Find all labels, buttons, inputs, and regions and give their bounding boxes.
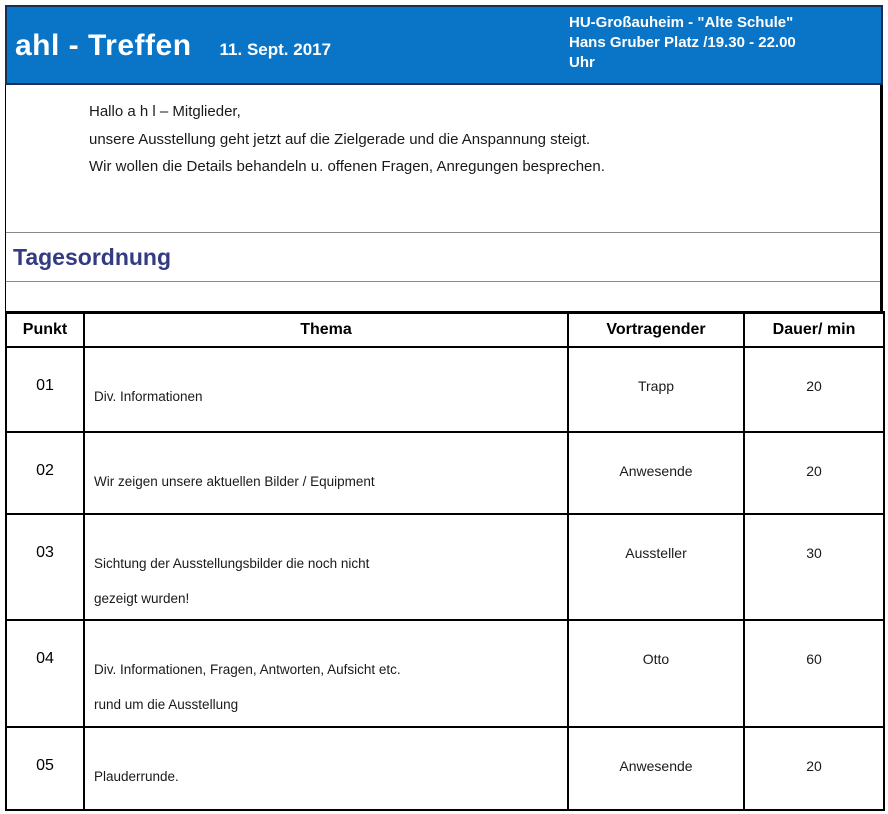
cell-vortragender: Trapp bbox=[568, 347, 744, 432]
section-title: Tagesordnung bbox=[13, 243, 172, 270]
column-header-thema: Thema bbox=[84, 313, 568, 347]
thema-line: Plauderrunde. bbox=[94, 768, 179, 784]
cell-punkt: 03 bbox=[6, 514, 84, 620]
cell-vortragender: Otto bbox=[568, 620, 744, 727]
content-column bbox=[5, 85, 883, 311]
location-line-3: Uhr bbox=[569, 54, 595, 71]
title-banner bbox=[5, 5, 883, 85]
column-header-vortragender: Vortragender bbox=[568, 313, 744, 347]
thema-line: Div. Informationen, Fragen, Antworten, Aufsicht etc. bbox=[94, 661, 401, 677]
table-row bbox=[6, 620, 884, 727]
cell-vortragender: Anwesende bbox=[568, 727, 744, 810]
cell-punkt: 04 bbox=[6, 620, 84, 727]
greeting-line-1: Hallo a h l – Mitglieder, bbox=[89, 103, 241, 120]
cell-thema bbox=[84, 514, 568, 620]
greeting-line-2: unsere Ausstellung geht jetzt auf die Zielgerade und die Anspannung steigt. bbox=[89, 130, 591, 148]
location-line-2: Hans Gruber Platz /19.30 - 22.00 bbox=[569, 34, 796, 51]
banner-left bbox=[7, 7, 331, 83]
cell-thema bbox=[84, 432, 568, 514]
agenda-table bbox=[5, 311, 885, 811]
meeting-date: 11. Sept. 2017 bbox=[219, 40, 332, 59]
column-header-punkt: Punkt bbox=[6, 313, 84, 347]
thema-line: Sichtung der Ausstellungsbilder die noch nicht bbox=[94, 555, 370, 571]
cell-punkt: 05 bbox=[6, 727, 84, 810]
table-row bbox=[6, 432, 884, 514]
section-heading-row bbox=[6, 233, 880, 282]
cell-dauer: 30 bbox=[744, 514, 884, 620]
meeting-title: ahl - Treffen bbox=[15, 29, 192, 62]
table-header-row bbox=[6, 313, 884, 347]
cell-punkt: 02 bbox=[6, 432, 84, 514]
thema-line: rund um die Ausstellung bbox=[94, 696, 239, 712]
meeting-location bbox=[569, 7, 881, 83]
table-row bbox=[6, 514, 884, 620]
greeting-text bbox=[6, 85, 880, 233]
cell-dauer: 60 bbox=[744, 620, 884, 727]
cell-thema bbox=[84, 620, 568, 727]
spacer-row bbox=[6, 282, 880, 311]
thema-line: Div. Informationen bbox=[94, 388, 203, 404]
cell-dauer: 20 bbox=[744, 432, 884, 514]
greeting-line-3: Wir wollen die Details behandeln u. offenen Fragen, Anregungen besprechen. bbox=[89, 158, 605, 175]
cell-thema bbox=[84, 347, 568, 432]
cell-dauer: 20 bbox=[744, 347, 884, 432]
thema-line: gezeigt wurden! bbox=[94, 590, 190, 606]
cell-thema bbox=[84, 727, 568, 810]
table-row bbox=[6, 347, 884, 432]
column-header-dauer: Dauer/ min bbox=[744, 313, 884, 347]
cell-vortragender: Aussteller bbox=[568, 514, 744, 620]
table-row bbox=[6, 727, 884, 810]
cell-dauer: 20 bbox=[744, 727, 884, 810]
cell-vortragender: Anwesende bbox=[568, 432, 744, 514]
cell-punkt: 01 bbox=[6, 347, 84, 432]
location-line-1: HU-Großauheim - "Alte Schule" bbox=[569, 14, 794, 31]
thema-line: Wir zeigen unsere aktuellen Bilder / Equipment bbox=[94, 473, 375, 489]
